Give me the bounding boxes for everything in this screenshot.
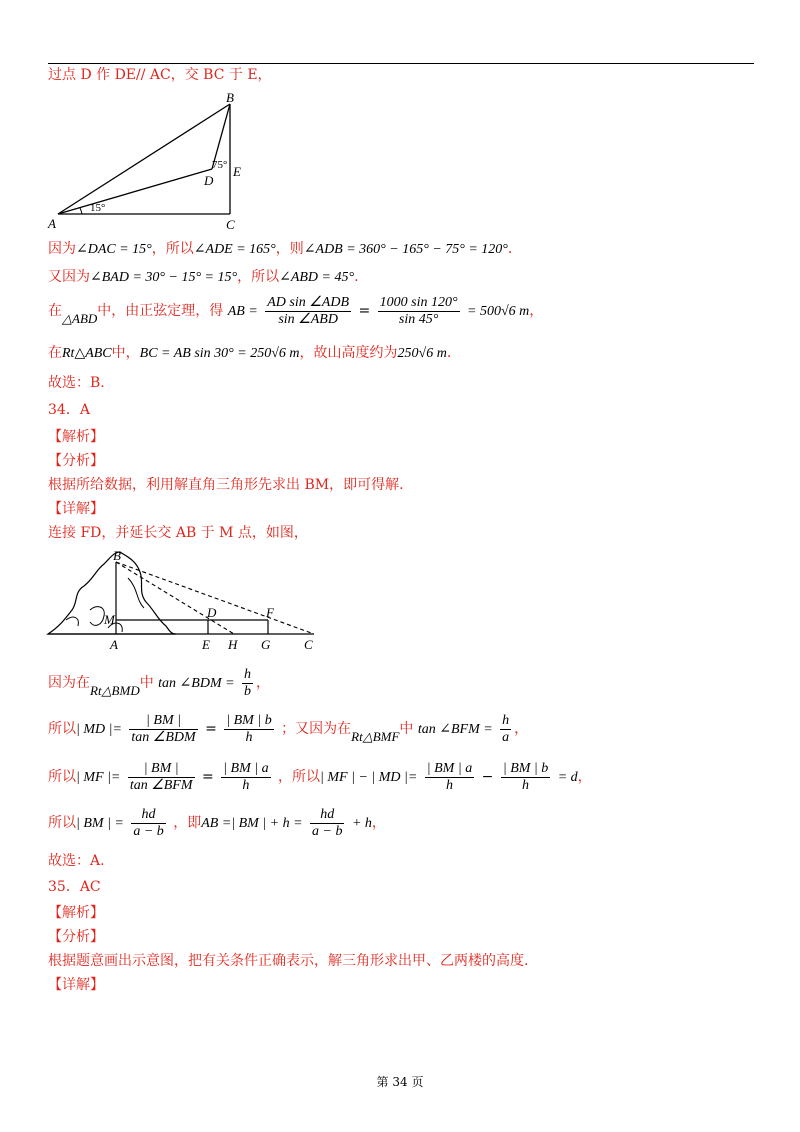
section-fenxi-2: 【分析】	[48, 929, 104, 945]
mountain-figure-2	[44, 548, 334, 654]
label-c2: C	[304, 637, 313, 652]
text-rt-abc: 在Rt△ABC中，BC = AB sin 30° = 250√6 m，故山高度约为250√6 m.	[48, 345, 452, 361]
label-d: D	[204, 173, 214, 188]
section-xiangjie-2: 【详解】	[48, 977, 104, 993]
text-construct-de: 过点 D 作 DE// AC，交 BC 于 E，	[48, 67, 272, 83]
section-fenxi: 【分析】	[48, 453, 104, 469]
text-angle-dac: 因为∠DAC = 15°，所以∠ADE = 165°，则∠ADB = 360° − 165° − 75° = 120°.	[48, 241, 513, 257]
text-analysis-34: 根据所给数据，利用解直角三角形先求出 BM，即可得解.	[48, 477, 404, 493]
question-35-number: 35．AC	[48, 879, 101, 895]
answer-34: 故选：A.	[48, 853, 105, 869]
text-connect-fd: 连接 FD，并延长交 AB 于 M 点，如图，	[48, 525, 308, 541]
label-c: C	[226, 217, 235, 232]
text-sine-rule: 在△ABD中，由正弦定理，得 AB = $\frac{\text{AD sin ∠ADB}}{\text{sin ∠ABD}}$ = $\frac{1000 \sin 120^\circ}{\sin 45^\circ}$ = 500√6 m，	[48, 294, 544, 327]
question-34-number: 34．A	[48, 402, 90, 418]
answer-33: 故选：B.	[48, 375, 105, 391]
text-md-formula: 所以| MD |= $\frac{| BM |}{\text{tan ∠BDM}}$ = $\frac{| BM | b}{h}$ ；又因为在Rt△BMF中 tan ∠BFM = $\frac{h}{a}$ ，	[48, 712, 529, 745]
label-b: B	[226, 90, 234, 105]
angle-label-15: 15°	[90, 202, 106, 214]
section-jiexi-2: 【解析】	[48, 905, 104, 921]
text-bm-result: 所以| BM | = $\frac{hd}{a - b}$ ，即AB =| BM | + h = $\frac{hd}{a - b}$ + h，	[48, 806, 386, 839]
angle-label-75: 75°	[212, 159, 228, 171]
triangle-figure-1	[44, 90, 254, 232]
label-a: A	[48, 216, 56, 231]
label-m: M	[104, 612, 115, 627]
label-f: F	[266, 605, 274, 620]
label-e: E	[233, 164, 241, 179]
section-jiexi: 【解析】	[48, 429, 104, 445]
label-e2: E	[202, 637, 210, 652]
text-mf-formula: 所以| MF |= $\frac{| BM |}{\text{tan ∠BFM}}$ = $\frac{| BM | a}{h}$ ，所以| MF | − | MD |= $\frac{| BM | a}{h}$ − $\frac{| BM | b}{h}$ = d，	[48, 760, 592, 793]
label-h: H	[228, 637, 238, 652]
label-d2: D	[207, 605, 217, 620]
label-g: G	[261, 637, 271, 652]
text-analysis-35: 根据题意画出示意图，把有关条件正确表示，解三角形求出甲、乙两楼的高度.	[48, 953, 529, 969]
text-tan-bdm: 因为在Rt△BMD中 tan ∠BDM = $\frac{h}{b}$ ，	[48, 666, 271, 699]
label-a2: A	[110, 637, 118, 652]
page-number: 第 34 页	[376, 1075, 424, 1089]
header-rule	[48, 63, 754, 64]
text-angle-bad: 又因为∠BAD = 30° − 15° = 15°，所以∠ABD = 45°.	[48, 269, 359, 285]
label-b2: B	[113, 548, 121, 563]
section-xiangjie: 【详解】	[48, 501, 104, 517]
